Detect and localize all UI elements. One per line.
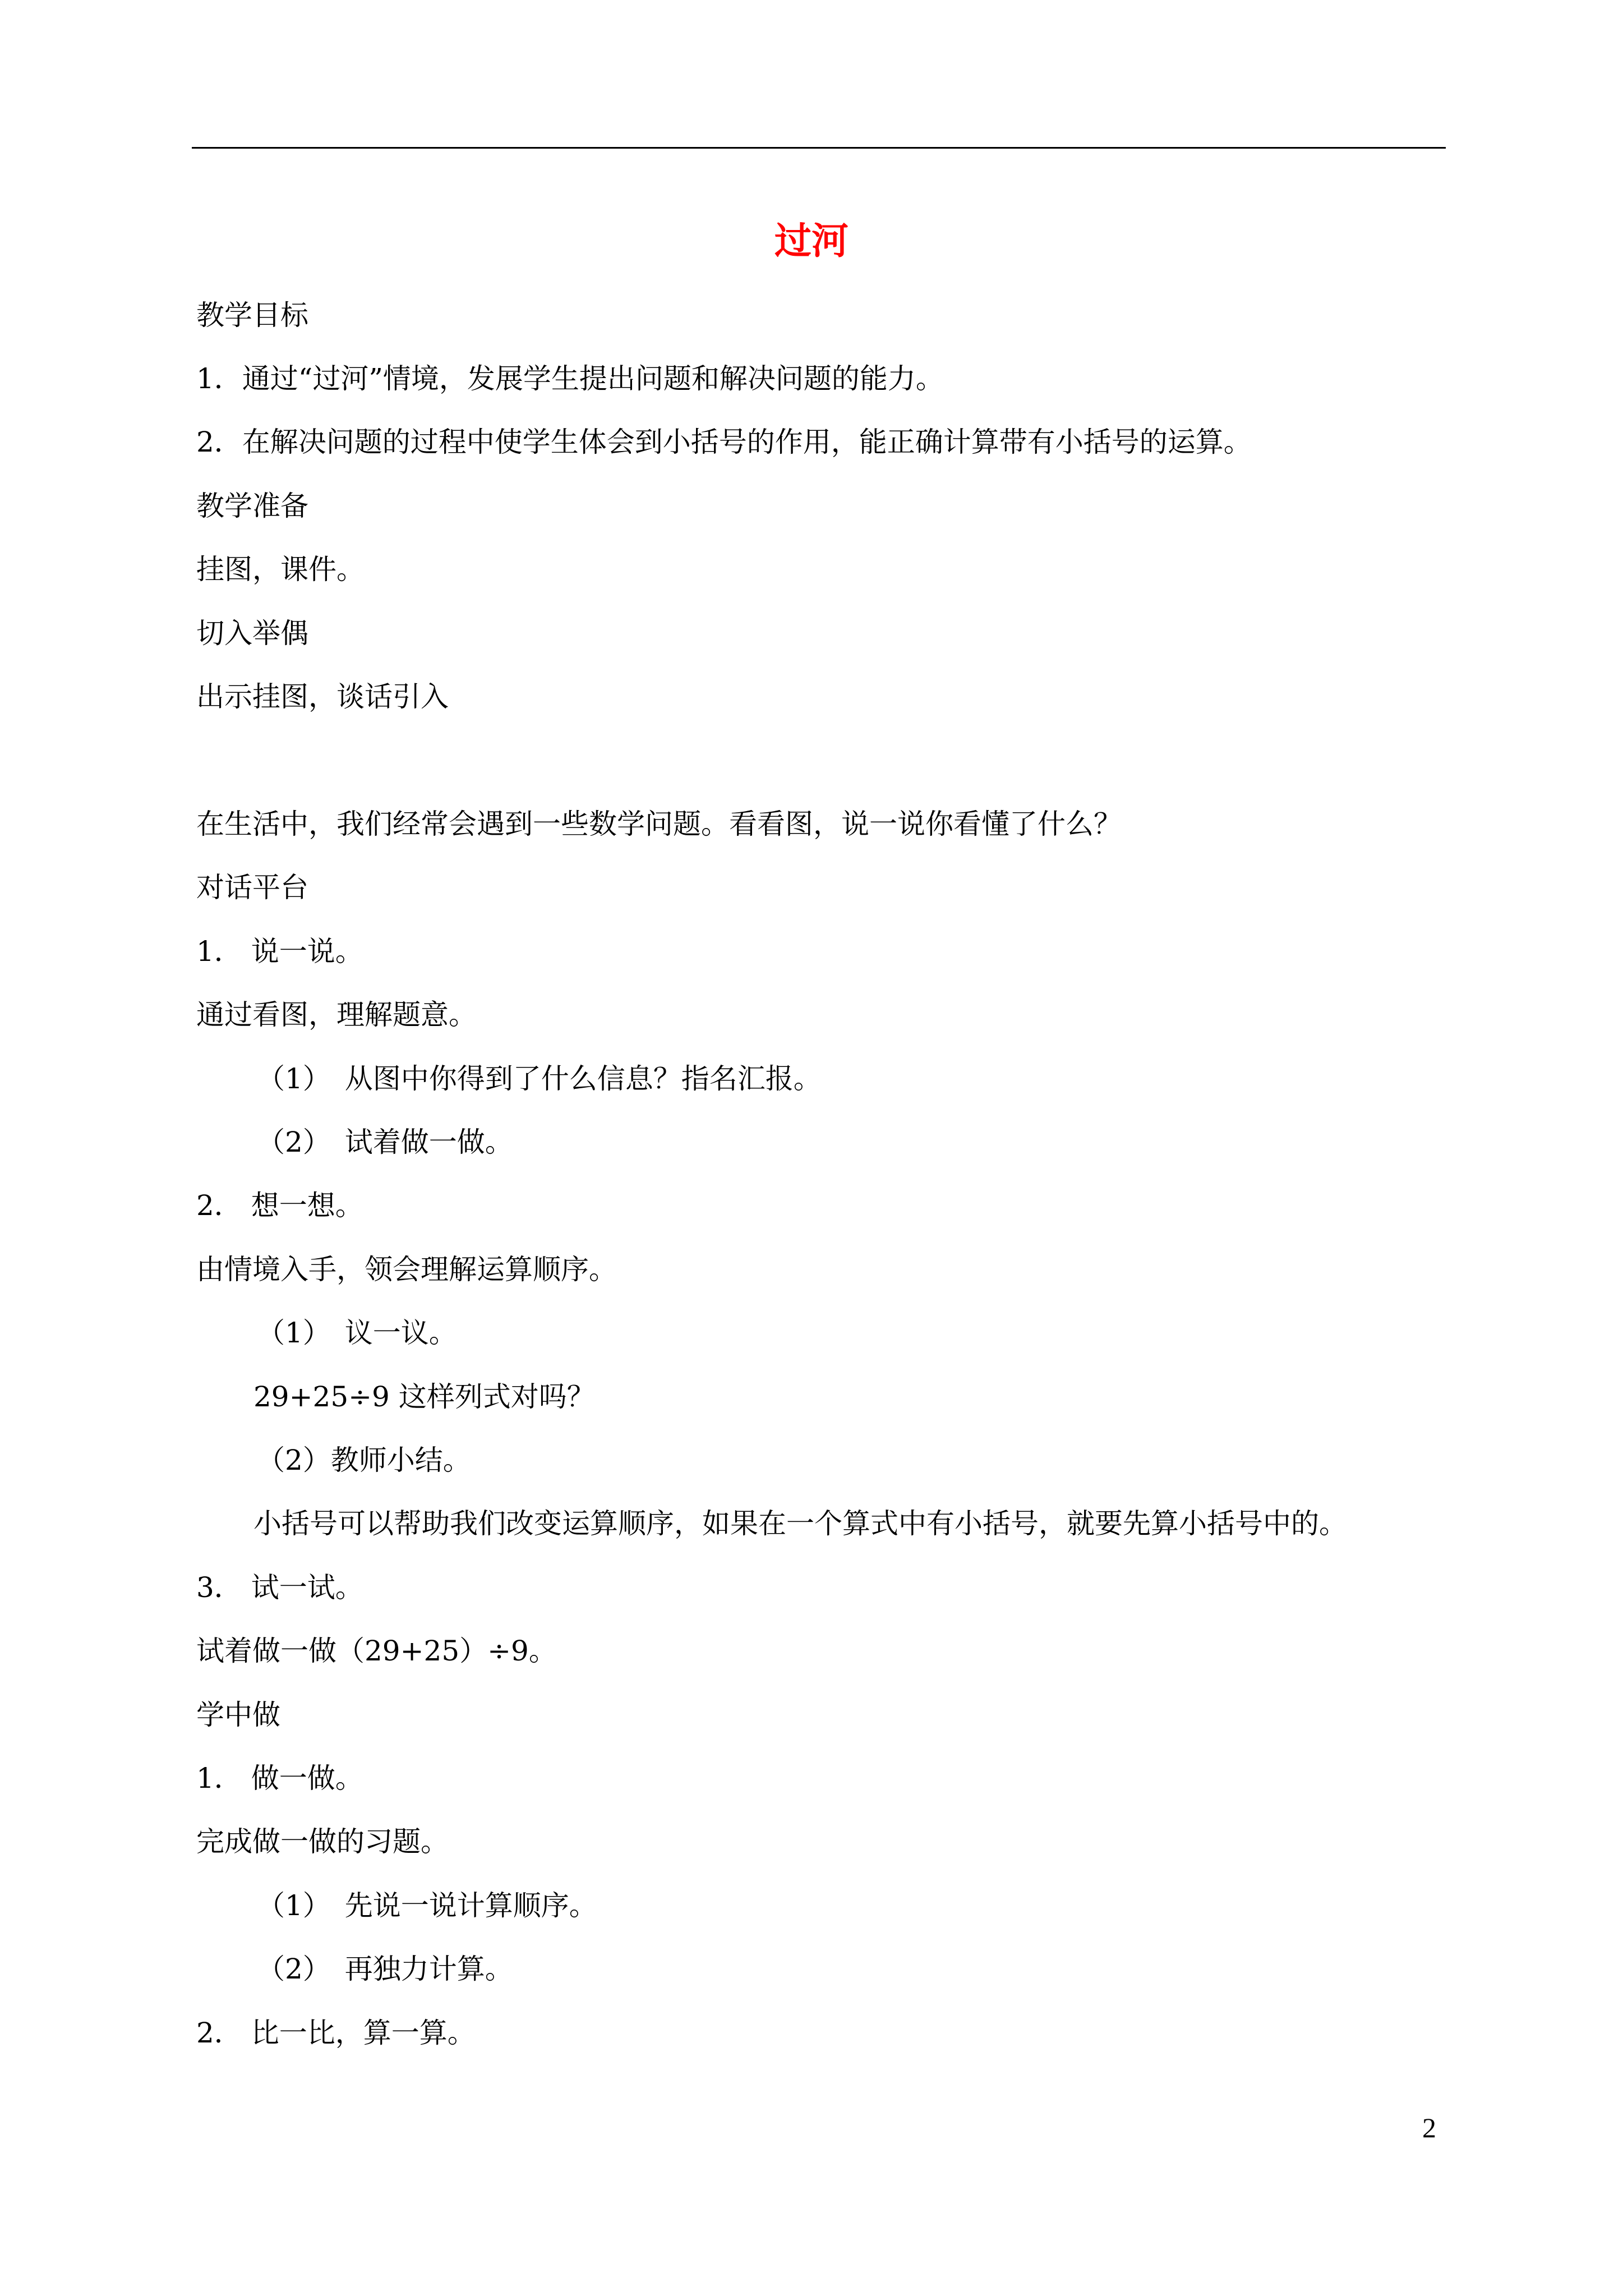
text-line: 学中做 <box>196 1699 280 1731</box>
text-line: 教学目标 <box>196 299 308 332</box>
text-line: 切入举偶 <box>196 617 308 650</box>
page-title: 过河 <box>774 219 849 263</box>
text-line: 2． 比一比，算一算。 <box>196 2017 476 2049</box>
text-line: （1） 议一议。 <box>257 1317 457 1349</box>
text-line: （2） 试着做一做。 <box>257 1126 513 1158</box>
text-line: 2． 想一想。 <box>196 1189 363 1222</box>
text-line: 2．在解决问题的过程中使学生体会到小括号的作用，能正确计算带有小括号的运算。 <box>196 426 1252 458</box>
text-line: 在生活中，我们经常会遇到一些数学问题。看看图，说一说你看懂了什么？ <box>196 808 1122 840</box>
text-line: 29+25÷9 这样列式对吗？ <box>253 1381 595 1413</box>
text-line: 完成做一做的习题。 <box>196 1825 449 1858</box>
text-line: 小括号可以帮助我们改变运算顺序，如果在一个算式中有小括号，就要先算小括号中的。 <box>253 1507 1347 1540</box>
text-line: 1．通过“过河”情境，发展学生提出问题和解决问题的能力。 <box>196 362 944 395</box>
text-line: 1． 做一做。 <box>196 1762 363 1795</box>
text-line: 由情境入手，领会理解运算顺序。 <box>196 1253 617 1286</box>
text-line: 3． 试一试。 <box>196 1571 363 1604</box>
text-line: 挂图，课件。 <box>196 553 365 586</box>
text-line: （1） 从图中你得到了什么信息？指名汇报。 <box>257 1062 822 1095</box>
text-line: 教学准备 <box>196 490 308 522</box>
page-number: 2 <box>1422 2112 1436 2143</box>
text-line: 1． 说一说。 <box>196 935 363 968</box>
header-rule <box>192 147 1446 149</box>
text-line: 对话平台 <box>196 871 308 904</box>
text-line: （1） 先说一说计算顺序。 <box>257 1889 597 1922</box>
text-line: 通过看图，理解题意。 <box>196 999 477 1031</box>
text-line: 出示挂图，谈话引入 <box>196 680 449 713</box>
text-line: 试着做一做（29+25）÷9。 <box>196 1635 557 1667</box>
text-line: （2） 再独力计算。 <box>257 1953 513 1985</box>
text-line: （2）教师小结。 <box>257 1444 471 1476</box>
